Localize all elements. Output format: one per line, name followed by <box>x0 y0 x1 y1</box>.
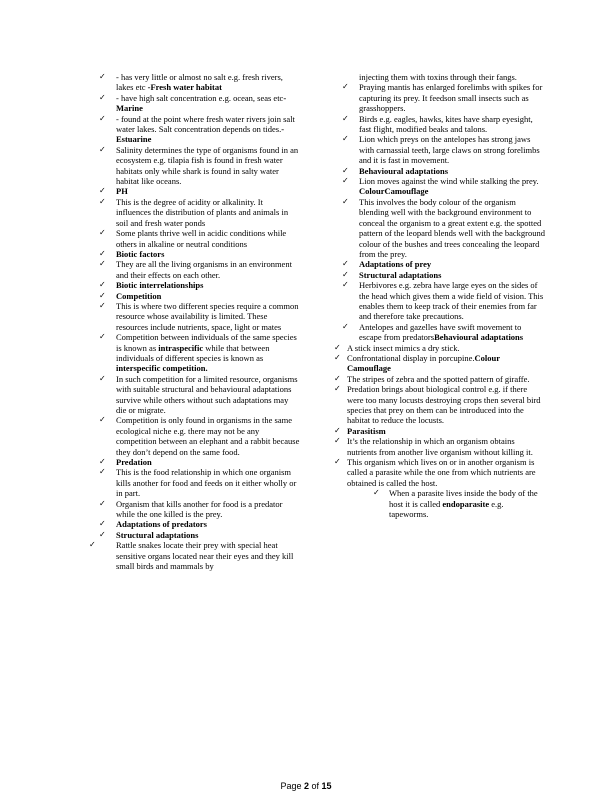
body-text: This is the degree of acidity or alkalinity. It influences the distribution of plants and animals in soil and fresh water ponds <box>116 196 289 228</box>
body-text: Some plants thrive well in acidic conditions while others in alkaline or neutral conditions <box>116 228 287 249</box>
left-column-bullet <box>90 519 300 529</box>
bold-text: ColourCamouflage <box>359 186 429 197</box>
left-column-bullet <box>90 280 300 290</box>
bold-text: Structural adaptations <box>359 269 442 280</box>
right-column-bullet <box>333 436 545 457</box>
body-text: Lion moves against the wind while stalking the prey. <box>359 176 539 187</box>
body-text: while that between individuals of different species is known as <box>116 342 270 363</box>
right-column-bullet <box>333 166 545 176</box>
total-pages: 15 <box>321 781 332 791</box>
body-text: They are all the living organisms in an environment and their effects on each other. <box>116 259 292 280</box>
left-column-bullet <box>90 145 300 187</box>
bold-text: Structural adaptations <box>116 529 199 540</box>
body-text: This organism which lives on or in another organism is called a parasite while the one from which nutrients are obtained is called the host. <box>347 457 536 488</box>
bold-text: -Marine <box>116 92 287 114</box>
current-page-number: 2 <box>303 781 309 791</box>
bold-text: Parasitism <box>347 425 386 436</box>
body-text: A stick insect mimics a dry stick. <box>347 342 460 353</box>
bold-text: intraspecific <box>158 342 204 353</box>
right-column-bullet <box>333 72 545 82</box>
body-text: It’s the relationship in which an organism obtains nutrients from another live organism without killing it. <box>347 436 533 457</box>
left-column-bullet <box>90 114 300 145</box>
body-text: Competition between individuals of the same species is known as <box>116 332 297 353</box>
right-column <box>333 72 545 519</box>
left-column-bullet <box>90 530 300 540</box>
left-column-bullet <box>90 186 300 196</box>
bold-text: endoparasite <box>442 498 490 509</box>
right-column-bullet <box>333 343 545 353</box>
bold-text: -Estuarine <box>116 124 285 145</box>
right-column-bullet <box>333 259 545 269</box>
bold-text: PH <box>116 186 128 197</box>
left-column-bullet <box>90 249 300 259</box>
bold-text: Adaptations of predators <box>116 519 207 530</box>
body-text: This is where two different species require a common resource whose availability is limited. These resources include nutrients, space, light or mates <box>116 300 299 332</box>
page-footer <box>0 781 612 791</box>
right-column-bullet <box>333 353 545 374</box>
body-text: - have high salt concentration e.g. ocean, seas etc <box>116 92 284 103</box>
right-column-bullet <box>333 270 545 280</box>
body-text: Organism that kills another for food is a predator while the one killed is the prey. <box>116 498 283 520</box>
body-text: In such competition for a limited resource, organisms with suitable structural and behavioural adaptations survive while others without such adaptations may die or migrate. <box>116 373 298 415</box>
body-text: Predation brings about biological control e.g. if there were too many locusts destroying crops then several bird species that prey on them can be introduced into the habitat to reduce the locusts. <box>347 384 541 426</box>
body-text: injecting them with toxins through their fangs. <box>359 72 517 82</box>
bold-text: Adaptations of prey <box>359 259 432 270</box>
right-column-bullet <box>333 488 545 519</box>
right-column-bullet <box>333 82 545 113</box>
body-text: Lion which preys on the antelopes has strong jaws with carnassial teeth, large claws on strong forelimbs and it is fast in movement. <box>359 134 540 166</box>
left-column-bullet <box>90 499 300 520</box>
bold-text: Colour Camouflage <box>347 352 500 374</box>
right-column-bullet <box>333 280 545 322</box>
left-column-bullet <box>90 228 300 249</box>
left-column-bullet <box>90 332 300 374</box>
body-text: This involves the body colour of the organism blending well with the background environment to conceal the organism to a great extent e.g. the spotted pattern of the leopard blends well with the background colour of the bushes and trees concealing the leopard from the prey. <box>359 196 545 259</box>
bold-text: Biotic factors <box>116 248 165 259</box>
body-text: Confrontational display in porcupine. <box>347 352 475 363</box>
left-column-bullet <box>90 301 300 332</box>
body-text: Praying mantis has enlarged forelimbs with spikes for capturing its prey. It feedson small insects such as grasshoppers. <box>359 82 543 114</box>
bold-text: interspecific competition. <box>116 363 208 374</box>
body-text: - found at the point where fresh water rivers join salt water lakes. Salt concentration depends on tides. <box>116 113 295 135</box>
footer-of: of <box>309 781 322 791</box>
body-text: Birds e.g. eagles, hawks, kites have sharp eyesight, fast flight, modified beaks and talons. <box>359 113 533 135</box>
right-column-bullet <box>333 322 545 343</box>
body-text: - has very little or almost no salt e.g. fresh rivers, lakes etc <box>116 72 283 93</box>
bold-text: Behavioural adaptations <box>359 165 449 176</box>
bold-text: Predation <box>116 457 152 468</box>
body-text: Rattle snakes locate their prey with special heat sensitive organs located near their eyes and they kill small birds and mammals by <box>116 540 294 572</box>
right-column-bullet <box>333 384 545 426</box>
left-column-bullet <box>90 72 300 93</box>
right-column-bullet <box>333 186 545 196</box>
left-column-bullet <box>90 540 300 571</box>
left-column-bullet <box>90 374 300 416</box>
left-column-bullet <box>90 415 300 457</box>
body-text: Competition is only found in organisms in the same ecological niche e.g. there may not be any competition between an elephant and a rabbit because they don’t depend on the same food. <box>116 415 300 457</box>
right-column-bullet <box>333 426 545 436</box>
left-column-bullet <box>90 259 300 280</box>
bold-text: Behavioural adaptations <box>434 332 524 343</box>
bold-text: -Fresh water habitat <box>145 82 222 93</box>
body-text: Herbivores e.g. zebra have large eyes on the sides of the head which gives them a wide field of vision. This enables them to keep track of their enemies from far and therefore take precautions. <box>359 280 544 322</box>
right-column-bullet <box>333 134 545 165</box>
body-text: e.g. tapeworms. <box>389 498 504 520</box>
body-text: The stripes of zebra and the spotted pattern of giraffe. <box>347 373 530 384</box>
left-column-bullet <box>90 197 300 228</box>
bold-text: Biotic interrelationships <box>116 280 204 291</box>
body-text: When a parasite lives inside the body of the host it is called <box>389 488 538 509</box>
right-column-bullet <box>333 114 545 135</box>
right-column-bullet <box>333 176 545 186</box>
body-text: Salinity determines the type of organisms found in an ecosystem e.g. tilapia fish is found in fresh water habitats only while shark is found in salty water habitat like oceans. <box>116 144 299 187</box>
body-text: Antelopes and gazelles have swift movement to escape from predators <box>359 321 522 343</box>
left-column-bullet <box>90 457 300 467</box>
right-column-bullet <box>333 374 545 384</box>
left-column-bullet <box>90 467 300 498</box>
left-column <box>90 72 300 572</box>
body-text: This is the food relationship in which one organism kills another for food and feeds on it either wholly or in part. <box>116 467 297 499</box>
right-column-bullet <box>333 197 545 259</box>
right-column-bullet <box>333 457 545 488</box>
footer-prefix: Page <box>280 781 304 791</box>
bold-text: Competition <box>116 290 162 301</box>
left-column-bullet <box>90 93 300 114</box>
left-column-bullet <box>90 291 300 301</box>
